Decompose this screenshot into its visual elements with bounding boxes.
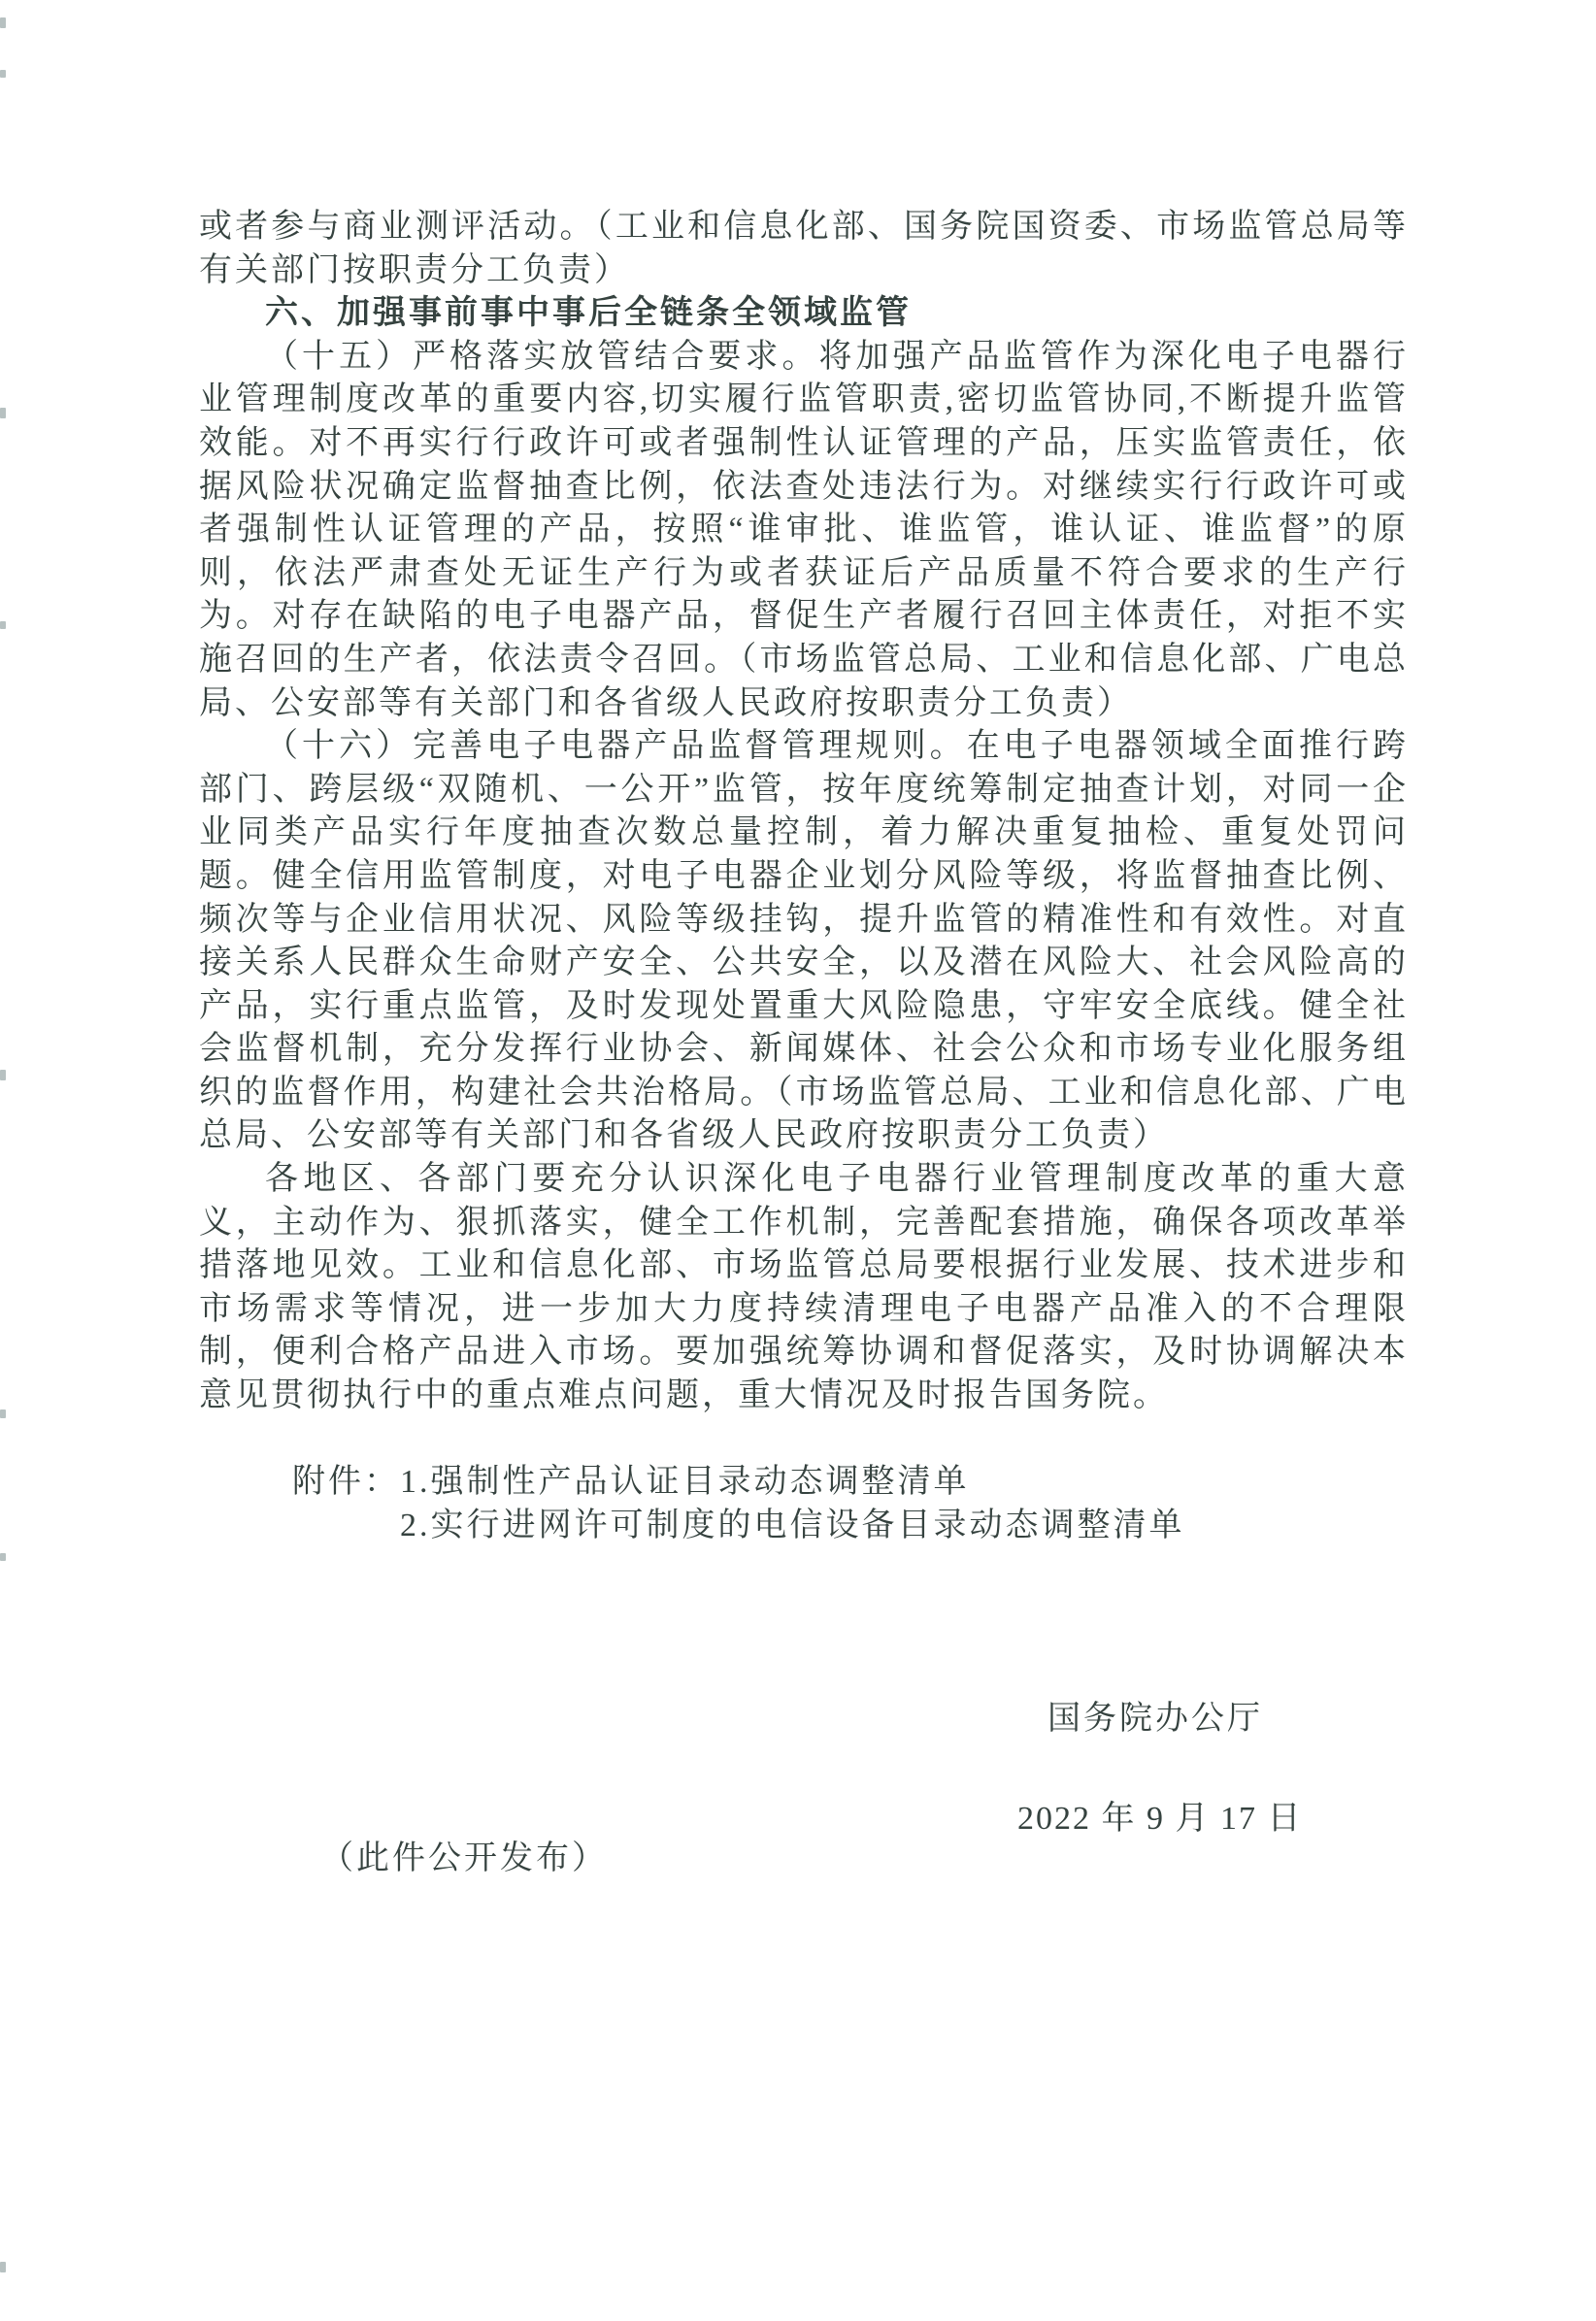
scan-artifact bbox=[0, 408, 6, 418]
attachment-item-1: 1.强制性产品认证目录动态调整清单 bbox=[400, 1464, 970, 1501]
attachment-block bbox=[292, 1461, 1409, 1547]
signature-office: 国务院办公厅 bbox=[1047, 1701, 1263, 1737]
section-heading: 六、加强事前事中事后全链条全领域监管 bbox=[265, 295, 912, 332]
continuation-paragraph: 或者参与商业测评活动。（工业和信息化部、国务院国资委、市场监管总局等有关部门按职责分工负责） bbox=[199, 209, 1409, 288]
attachment-item-2: 2.实行进网许可制度的电信设备目录动态调整清单 bbox=[400, 1507, 1185, 1543]
scan-artifact bbox=[0, 1553, 6, 1561]
public-release-note: （此件公开发布） bbox=[320, 1840, 608, 1876]
document-body bbox=[199, 206, 1409, 1547]
scan-artifact bbox=[0, 2262, 6, 2272]
paragraph-item-16: （十六）完善电子电器产品监督管理规则。在电子电器领域全面推行跨部门、跨层级“双随机、一公开”监管，按年度统筹制定抽查计划，对同一企业同类产品实行年度抽查次数总量控制，着力解决重复抽检、重复处罚问题。健全信用监管制度，对电子电器企业划分风险等级，将监督抽查比例、频次等与企业信用状况、风险等级挂钩，提升监管的精准性和有效性。对直接关系人民群众生命财产安全、公共安全，以及潜在风险大、社会风险高的产品，实行重点监管，及时发现处置重大风险隐患，守牢安全底线。健全社会监督机制，充分发挥行业协会、新闻媒体、社会公众和市场专业化服务组织的监督作用，构建社会共治格局。（市场监管总局、工业和信息化部、广电总局、公安部等有关部门和各省级人民政府按职责分工负责） bbox=[199, 728, 1409, 1154]
paragraph-item-15: （十五）严格落实放管结合要求。将加强产品监管作为深化电子电器行业管理制度改革的重要内容,切实履行监管职责,密切监管协同,不断提升监管效能。对不再实行行政许可或者强制性认证管理的产品，压实监管责任，依据风险状况确定监督抽查比例，依法查处违法行为。对继续实行行政许可或者强制性认证管理的产品，按照“谁审批、谁监管，谁认证、谁监督”的原则，依法严肃查处无证生产行为或者获证后产品质量不符合要求的生产行为。对存在缺陷的电子电器产品，督促生产者履行召回主体责任，对拒不实施召回的生产者，依法责令召回。（市场监管总局、工业和信息化部、广电总局、公安部等有关部门和各省级人民政府按职责分工负责） bbox=[199, 338, 1409, 721]
attachment-label: 附件： bbox=[292, 1464, 400, 1501]
scan-artifact bbox=[0, 1070, 6, 1080]
closing-paragraph: 各地区、各部门要充分认识深化电子电器行业管理制度改革的重大意义，主动作为、狠抓落实，健全工作机制，完善配套措施，确保各项改革举措落地见效。工业和信息化部、市场监管总局要根据行业发展、技术进步和市场需求等情况，进一步加大力度持续清理电子电器产品准入的不合理限制，便利合格产品进入市场。要加强统筹协调和督促落实，及时协调解决本意见贯彻执行中的重点难点问题，重大情况及时报告国务院。 bbox=[199, 1161, 1409, 1414]
scan-artifact bbox=[0, 1409, 6, 1418]
signature-date: 2022 年 9 月 17 日 bbox=[1017, 1801, 1303, 1837]
scan-artifact bbox=[0, 70, 6, 78]
scan-artifact bbox=[0, 621, 6, 629]
scan-artifact bbox=[0, 17, 6, 28]
attachment-list bbox=[400, 1461, 1409, 1547]
